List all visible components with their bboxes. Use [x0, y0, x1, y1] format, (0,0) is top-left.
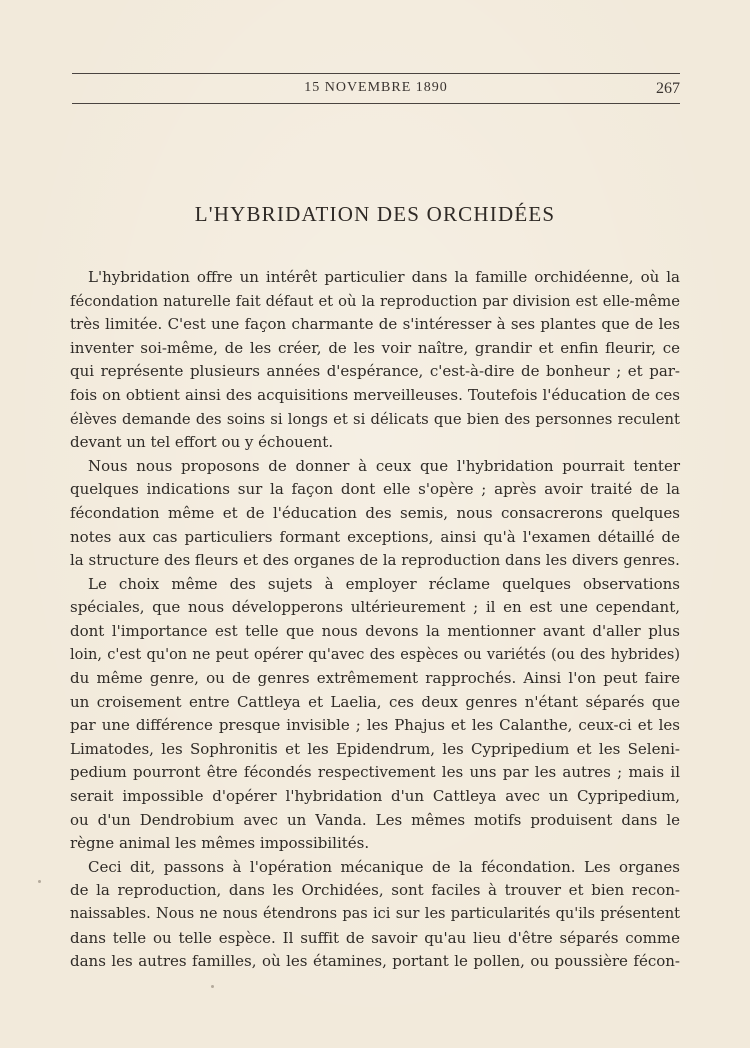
text-line: quelques indications sur la façon dont elle s'opère ; après avoir traité de la — [70, 480, 680, 499]
paper-speck — [38, 880, 41, 883]
text-line: dans telle ou telle espèce. Il suffit de savoir qu'au lieu d'être séparés comme — [70, 928, 680, 947]
text-line: Limatodes, les Sophronitis et les Epidendrum, les Cypripedium et les Seleni- — [70, 739, 680, 758]
text-line: un croisement entre Cattleya et Laelia, ces deux genres n'étant séparés que — [70, 692, 680, 711]
text-line: fois on obtient ainsi des acquisitions merveilleuses. Toutefois l'éducation de ces — [70, 385, 680, 404]
text-line: devant un tel effort ou y échouent. — [70, 433, 334, 452]
text-line: élèves demande des soins si longs et si délicats que bien des personnes reculent — [70, 410, 680, 428]
text-line: ou d'un Dendrobium avec un Vanda. Les mêmes motifs produisent dans le — [70, 810, 680, 829]
text-line: Nous nous proposons de donner à ceux que l'hybridation pourrait tenter — [88, 456, 680, 475]
text-line: qui représente plusieurs années d'espérance, c'est-à-dire de bonheur ; et par- — [70, 362, 680, 381]
text-line: de la reproduction, dans les Orchidées, sont faciles à trouver et bien recon- — [70, 881, 680, 900]
text-line: Le choix même des sujets à employer réclame quelques observations — [88, 574, 680, 593]
text-line: dans les autres familles, où les étamines, portant le pollen, ou poussière fécon- — [70, 952, 680, 971]
article-body — [70, 266, 680, 974]
text-line: par une différence presque invisible ; les Phajus et les Calanthe, ceux-ci et les — [70, 716, 680, 735]
text-line: loin, c'est qu'on ne peut opérer qu'avec des espèces ou variétés (ou des hybrides) — [70, 646, 680, 663]
paper-speck — [211, 985, 214, 988]
text-line: règne animal les mêmes impossibilités. — [70, 834, 370, 853]
page-number: 267 — [656, 80, 680, 97]
text-line: fécondation naturelle fait défaut et où la reproduction par division est elle-même — [70, 292, 680, 310]
text-line: spéciales, que nous développerons ultérieurement ; il en est une cependant, — [70, 598, 680, 617]
text-line: serait impossible d'opérer l'hybridation d'un Cattleya avec un Cypripedium, — [70, 787, 680, 806]
text-line: naissables. Nous ne nous étendrons pas ici sur les particularités qu'ils présentent — [70, 906, 680, 923]
text-line: du même genre, ou de genres extrêmement rapprochés. Ainsi l'on peut faire — [70, 669, 680, 688]
article-title: L'HYBRIDATION DES ORCHIDÉES — [194, 202, 556, 226]
running-head — [72, 80, 680, 100]
text-line: Ceci dit, passons à l'opération mécanique de la fécondation. Les organes — [88, 857, 680, 876]
text-line: très limitée. C'est une façon charmante de s'intéresser à ses plantes que de les — [70, 315, 680, 334]
text-line: inventer soi-même, de les créer, de les voir naître, grandir et enfin fleurir, ce — [70, 338, 680, 357]
text-line: L'hybridation offre un intérêt particulier dans la famille orchidéenne, où la — [88, 268, 680, 286]
header-date: 15 NOVEMBRE 1890 — [304, 80, 448, 95]
text-line: la structure des fleurs et des organes de la reproduction dans les divers genres. — [70, 551, 680, 570]
text-line: notes aux cas particuliers formant exceptions, ainsi qu'à l'examen détaillé de — [70, 527, 680, 546]
header-rule-top — [72, 73, 680, 74]
text-line: pedium pourront être fécondés respectivement les uns par les autres ; mais il — [70, 763, 680, 782]
text-line: dont l'importance est telle que nous devons la mentionner avant d'aller plus — [70, 621, 680, 640]
header-rule-bottom — [72, 103, 680, 104]
text-line: fécondation même et de l'éducation des semis, nous consacrerons quelques — [70, 503, 680, 522]
